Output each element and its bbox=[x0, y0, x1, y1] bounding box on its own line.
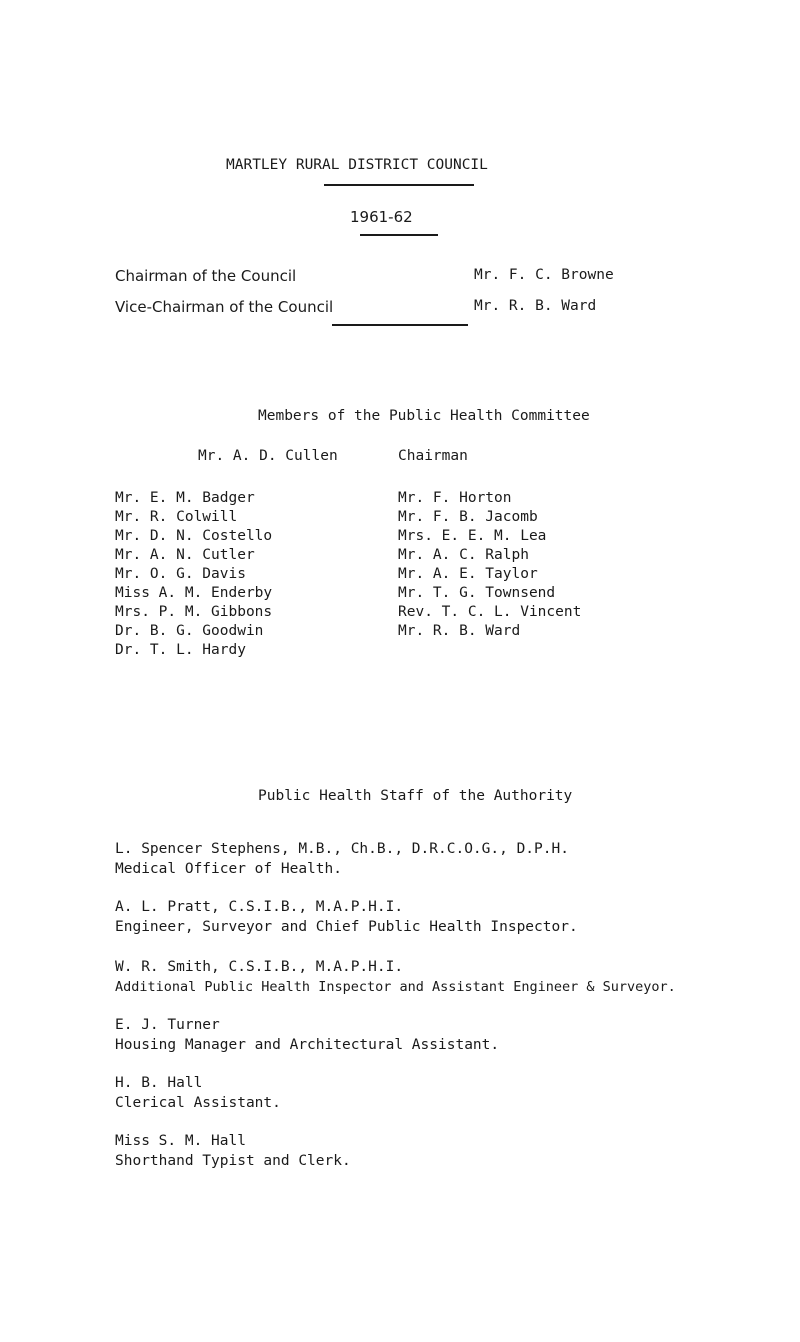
list-item: Mrs. E. E. M. Lea bbox=[398, 528, 547, 544]
list-item: Rev. T. C. L. Vincent bbox=[398, 604, 582, 620]
staff-name: Miss S. M. Hall bbox=[115, 1133, 246, 1149]
committee-chairman-name: Mr. A. D. Cullen bbox=[198, 448, 338, 464]
vice-chairman-role: Vice-Chairman of the Council bbox=[115, 298, 334, 316]
year-underline bbox=[360, 234, 438, 236]
staff-name: L. Spencer Stephens, M.B., Ch.B., D.R.C.O.G., D.P.H. bbox=[115, 841, 569, 857]
list-item: Mr. A. C. Ralph bbox=[398, 547, 529, 563]
list-item: Mr. A. E. Taylor bbox=[398, 566, 538, 582]
council-title: MARTLEY RURAL DISTRICT COUNCIL bbox=[226, 157, 488, 173]
list-item: Miss A. M. Enderby bbox=[115, 585, 273, 601]
list-item: Mr. F. Horton bbox=[398, 490, 512, 506]
staff-position: Shorthand Typist and Clerk. bbox=[115, 1153, 351, 1169]
staff-position: Medical Officer of Health. bbox=[115, 861, 342, 877]
staff-position: Clerical Assistant. bbox=[115, 1095, 281, 1111]
list-item: Mr. R. Colwill bbox=[115, 509, 238, 525]
list-item: Mr. T. G. Townsend bbox=[398, 585, 556, 601]
list-item: Mr. F. B. Jacomb bbox=[398, 509, 538, 525]
list-item: Mr. R. B. Ward bbox=[398, 623, 521, 639]
officers-divider bbox=[332, 324, 468, 326]
staff-name: E. J. Turner bbox=[115, 1017, 220, 1033]
chairman-role: Chairman of the Council bbox=[115, 267, 297, 285]
committee-heading: Members of the Public Health Committee bbox=[258, 408, 590, 424]
list-item: Dr. B. G. Goodwin bbox=[115, 623, 264, 639]
staff-name: W. R. Smith, C.S.I.B., M.A.P.H.I. bbox=[115, 959, 404, 975]
staff-heading: Public Health Staff of the Authority bbox=[258, 788, 573, 804]
title-underline bbox=[324, 184, 474, 186]
staff-position: Additional Public Health Inspector and Assistant Engineer & Surveyor. bbox=[115, 979, 676, 995]
staff-name: A. L. Pratt, C.S.I.B., M.A.P.H.I. bbox=[115, 899, 404, 915]
list-item: Mrs. P. M. Gibbons bbox=[115, 604, 273, 620]
staff-name: H. B. Hall bbox=[115, 1075, 203, 1091]
list-item: Mr. O. G. Davis bbox=[115, 566, 246, 582]
vice-chairman-name: Mr. R. B. Ward bbox=[474, 298, 597, 314]
list-item: Mr. A. N. Cutler bbox=[115, 547, 255, 563]
committee-chairman-label: Chairman bbox=[398, 448, 468, 464]
list-item: Dr. T. L. Hardy bbox=[115, 642, 246, 658]
list-item: Mr. E. M. Badger bbox=[115, 490, 255, 506]
chairman-name: Mr. F. C. Browne bbox=[474, 267, 614, 283]
year: 1961-62 bbox=[350, 208, 413, 226]
staff-position: Housing Manager and Architectural Assistant. bbox=[115, 1037, 500, 1053]
list-item: Mr. D. N. Costello bbox=[115, 528, 273, 544]
staff-position: Engineer, Surveyor and Chief Public Health Inspector. bbox=[115, 919, 578, 935]
